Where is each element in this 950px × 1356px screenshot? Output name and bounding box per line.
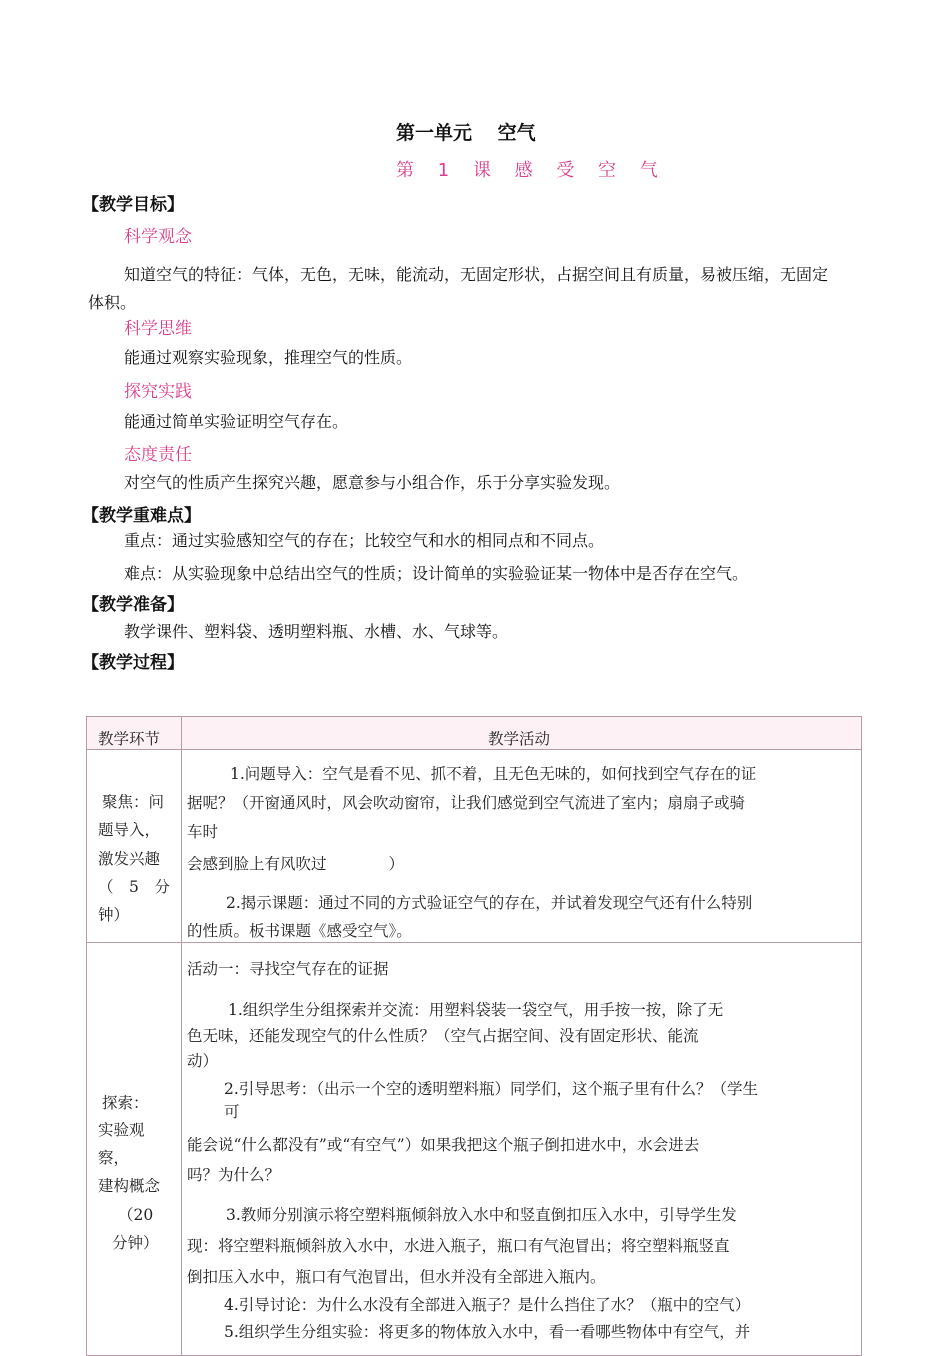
row2-a2-line1: 2.引导思考：（出示一个空的透明塑料瓶）同学们，这个瓶子里有什么？（学生 (224, 1080, 759, 1098)
concept-label: 科学观念 (124, 227, 192, 247)
row2-stage-line4: 建构概念 (98, 1177, 161, 1195)
table-row-divider (86, 942, 862, 943)
row1-p1-line1: 1.问题导入：空气是看不见、抓不着，且无色无味的，如何找到空气存在的证 (230, 765, 757, 783)
row2-a4: 4.引导讨论：为什么水没有全部进入瓶子？是什么挡住了水？（瓶中的空气） (224, 1296, 751, 1314)
row2-a3-line1: 3.教师分别演示将空塑料瓶倾斜放入水中和竖直倒扣压入水中，引导学生发 (226, 1206, 737, 1224)
row1-p1-line4: 会感到脸上有风吹过 ） (187, 855, 405, 873)
table-header-divider (86, 749, 862, 750)
row2-a1-line2: 色无味，还能发现空气的什么性质？（空气占据空间、没有固定形状、能流 (187, 1027, 699, 1045)
row2-stage-line6: 分钟） (112, 1234, 159, 1252)
row2-stage-line2: 实验观 (98, 1121, 145, 1139)
difficulty-text: 难点：从实验现象中总结出空气的性质；设计简单的实验验证某一物体中是否存在空气。 (124, 564, 749, 583)
row2-a3-line2: 现：将空塑料瓶倾斜放入水中，水进入瓶子，瓶口有气泡冒出；将空塑料瓶竖直 (187, 1237, 730, 1255)
row2-a2-line3: 能会说“什么都没有”或“有空气”）如果我把这个瓶子倒扣进水中，水会进去 (187, 1136, 700, 1154)
row2-activity-title: 活动一：寻找空气存在的证据 (187, 960, 389, 978)
table-column-divider (181, 716, 182, 1356)
preparation-text: 教学课件、塑料袋、透明塑料瓶、水槽、水、气球等。 (124, 622, 509, 641)
unit-title: 第一单元 空气 (396, 122, 536, 144)
row1-stage-line5: 钟） (98, 906, 130, 924)
row2-stage-line3: 察， (98, 1149, 130, 1167)
attitude-label: 态度责任 (124, 445, 192, 465)
row2-a2-line4: 吗？为什么？ (187, 1166, 281, 1184)
lesson-title: 第 1 课 感 受 空 气 (396, 160, 667, 181)
practice-label: 探究实践 (124, 382, 192, 402)
row1-p2-line1: 2.揭示课题：通过不同的方式验证空气的存在，并试着发现空气还有什么特别 (226, 894, 753, 912)
row1-stage-line2: 题导入， (98, 821, 161, 839)
concept-text-line1: 知道空气的特征：气体，无色，无味，能流动，无固定形状，占据空间且有质量，易被压缩，无固定 (124, 265, 829, 284)
row1-p1-line3: 车时 (187, 823, 219, 841)
row1-p2-line2: 的性质。板书课题《感受空气》。 (187, 922, 412, 940)
row2-stage-line5: （20 (118, 1206, 154, 1224)
row1-stage-line1: 聚焦：问 (102, 793, 165, 811)
row2-a1-line1: 1.组织学生分组探索并交流：用塑料袋装一袋空气，用手按一按，除了无 (228, 1001, 724, 1019)
row2-a2-line2: 可 (224, 1103, 240, 1121)
row2-a3-line3: 倒扣压入水中，瓶口有气泡冒出，但水并没有全部进入瓶内。 (187, 1268, 606, 1286)
table-header-activity: 教学活动 (488, 730, 551, 748)
row1-p1-line2: 据呢？（开窗通风时，风会吹动窗帘，让我们感觉到空气流进了室内；扇扇子或骑 (187, 794, 746, 812)
row2-a1-line3: 动） (187, 1052, 219, 1070)
thinking-text: 能通过观察实验现象，推理空气的性质。 (124, 348, 413, 367)
row2-stage-line1: 探索： (102, 1094, 149, 1112)
row2-a5: 5.组织学生分组实验：将更多的物体放入水中，看一看哪些物体中有空气，并 (224, 1323, 751, 1341)
practice-text: 能通过简单实验证明空气存在。 (124, 412, 349, 431)
keypoints-heading: 【教学重难点】 (82, 506, 201, 526)
attitude-text: 对空气的性质产生探究兴趣，愿意参与小组合作，乐于分享实验发现。 (124, 473, 621, 492)
row1-stage-line3: 激发兴趣 (98, 850, 161, 868)
row1-stage-line4: （ 5 分 (98, 878, 170, 896)
thinking-label: 科学思维 (124, 319, 192, 339)
preparation-heading: 【教学准备】 (82, 595, 184, 615)
process-heading: 【教学过程】 (82, 653, 184, 673)
objectives-heading: 【教学目标】 (82, 195, 184, 215)
concept-text-line2: 体积。 (88, 293, 137, 312)
focus-text: 重点：通过实验感知空气的存在；比较空气和水的相同点和不同点。 (124, 531, 605, 550)
table-header-stage: 教学环节 (98, 730, 161, 748)
